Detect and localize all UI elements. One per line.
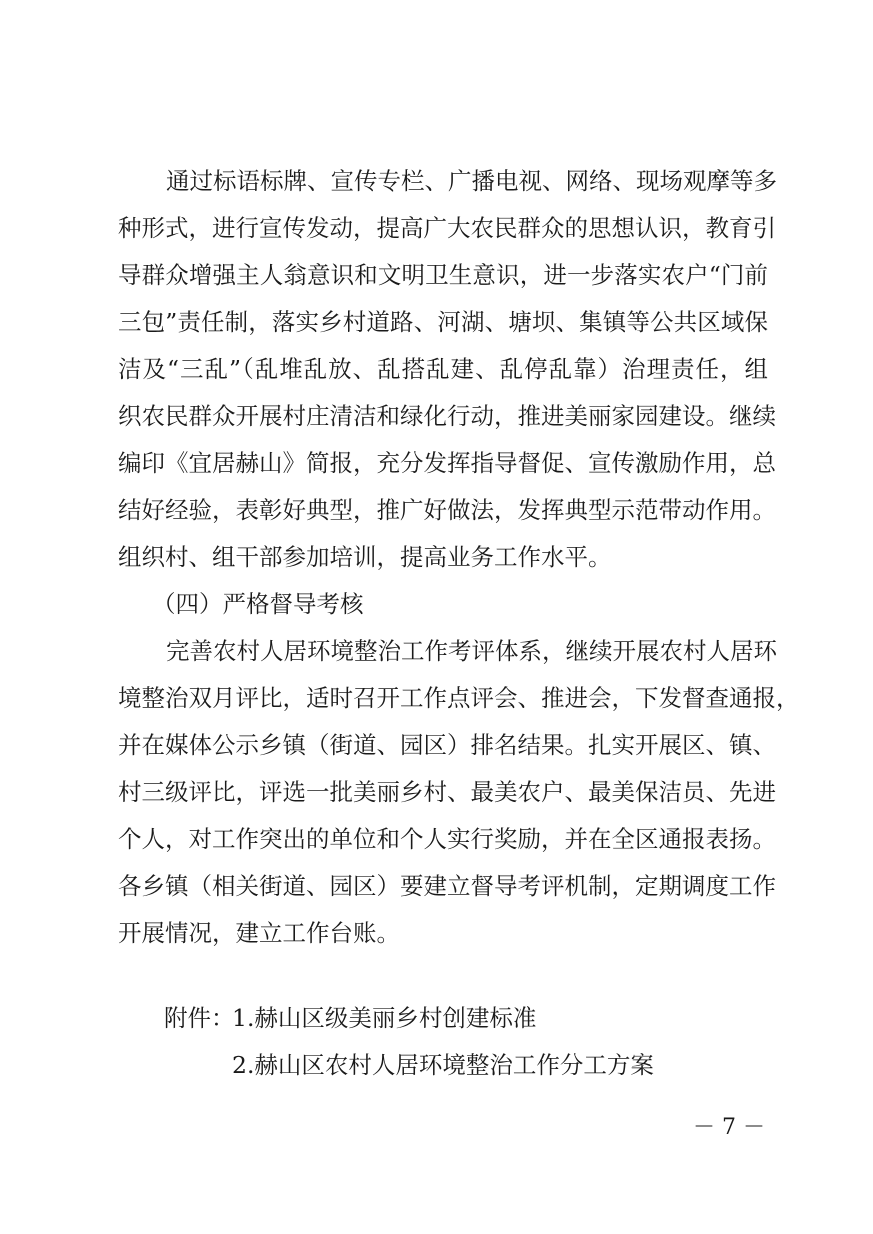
paragraph-line: 境整治双月评比，适时召开工作点评会、推进会，下发督查通报，	[118, 684, 800, 712]
paragraph-line: 完善农村人居环境整治工作考评体系，继续开展农村人居环	[166, 637, 777, 665]
paragraph-line: 三包”责任制，落实乡村道路、河湖、塘坝、集镇等公共区域保	[118, 308, 768, 336]
paragraph-line: 织农民群众开展村庄清洁和绿化行动，推进美丽家园建设。继续	[118, 402, 776, 430]
paragraph-line: 个人，对工作突出的单位和个人实行奖励，并在全区通报表扬。	[118, 825, 776, 853]
paragraph-line: 并在媒体公示乡镇（街道、园区）排名结果。扎实开展区、镇、	[118, 731, 776, 759]
paragraph-line: 洁及“三乱”（乱堆乱放、乱搭乱建、乱停乱靠）治理责任，组	[118, 355, 768, 383]
paragraph-line: 开展情况，建立工作台账。	[118, 919, 400, 947]
paragraph-line: 导群众增强主人翁意识和文明卫生意识，进一步落实农户“门前	[118, 261, 768, 289]
paragraph-line: 种形式，进行宣传发动，提高广大农民群众的思想认识，教育引	[118, 214, 776, 242]
paragraph-line: 各乡镇（相关街道、园区）要建立督导考评机制，定期调度工作	[118, 872, 776, 900]
paragraph-line: 结好经验，表彰好典型，推广好做法，发挥典型示范带动作用。	[118, 496, 776, 524]
section-heading: （四）严格督导考核	[152, 590, 364, 618]
paragraph-line: 编印《宜居赫山》简报，充分发挥指导督促、宣传激励作用，总	[118, 449, 776, 477]
paragraph-line: 村三级评比，评选一批美丽乡村、最美农户、最美保洁员、先进	[118, 778, 776, 806]
attachments-label: 附件：	[164, 1004, 235, 1032]
paragraph-line: 组织村、组干部参加培训，提高业务工作水平。	[118, 543, 612, 571]
page-number: － 7 －	[693, 1115, 765, 1140]
attachment-item: 1.赫山区级美丽乡村创建标准	[232, 1004, 537, 1032]
paragraph-line: 通过标语标牌、宣传专栏、广播电视、网络、现场观摩等多	[166, 167, 777, 195]
attachment-item: 2.赫山区农村人居环境整治工作分工方案	[232, 1051, 654, 1079]
